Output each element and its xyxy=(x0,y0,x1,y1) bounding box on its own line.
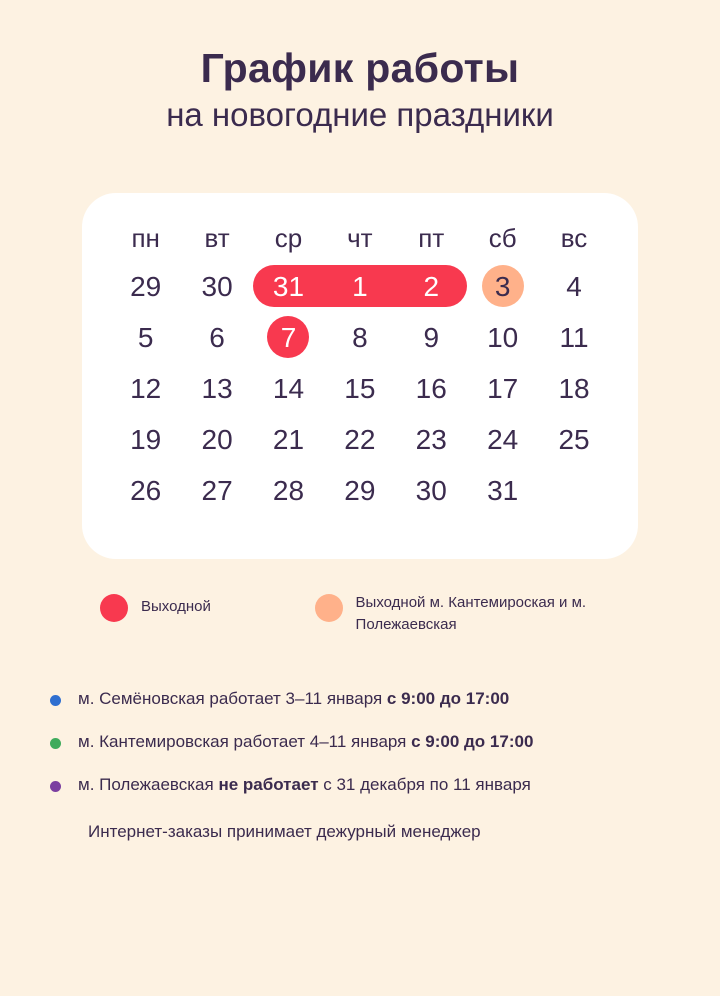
bullet-icon xyxy=(50,738,61,749)
day-cell-holiday[interactable]: 1 xyxy=(352,270,368,302)
day-cell[interactable]: 23 xyxy=(415,423,447,455)
day-cell[interactable]: 19 xyxy=(130,423,162,455)
weekday-sun: вс xyxy=(560,223,588,253)
footer-note: Интернет-заказы принимает дежурный менеджер xyxy=(88,822,481,841)
calendar-week-row xyxy=(110,465,610,516)
day-cell[interactable]: 17 xyxy=(487,372,519,404)
calendar-grid xyxy=(110,215,610,516)
legend-label: Выходной xyxy=(141,598,211,616)
weekday-thu: чт xyxy=(347,223,373,253)
weekday-wed: ср xyxy=(274,223,303,253)
red-circle-icon xyxy=(100,594,128,622)
day-cell-empty xyxy=(538,465,609,516)
title-line-2: на новогодние праздники xyxy=(166,96,554,134)
list-item xyxy=(50,731,690,753)
day-cell[interactable]: 16 xyxy=(415,372,447,404)
day-cell-holiday[interactable]: 2 xyxy=(423,270,440,302)
notes-list xyxy=(50,688,690,817)
day-cell[interactable]: 24 xyxy=(487,423,519,455)
day-cell[interactable]: 31 xyxy=(487,474,519,506)
legend-item-holiday xyxy=(100,592,315,622)
day-cell[interactable]: 25 xyxy=(558,423,590,455)
day-cell[interactable]: 29 xyxy=(130,270,162,302)
day-cell[interactable]: 30 xyxy=(415,474,447,506)
day-cell[interactable]: 9 xyxy=(423,321,440,353)
bullet-icon xyxy=(50,781,61,792)
legend-label: Выходной м. Кантемироская и м. Полежаевская xyxy=(355,594,587,633)
peach-circle-icon xyxy=(315,594,343,622)
weekday-tue: вт xyxy=(204,223,230,253)
day-cell[interactable]: 13 xyxy=(201,372,233,404)
calendar-week-row xyxy=(110,363,610,414)
day-cell[interactable]: 5 xyxy=(137,321,154,353)
calendar-week-row xyxy=(110,414,610,465)
day-cell[interactable]: 10 xyxy=(487,321,519,353)
note-text xyxy=(78,688,509,710)
day-cell[interactable]: 20 xyxy=(201,423,233,455)
day-cell[interactable]: 12 xyxy=(130,372,162,404)
day-cell[interactable]: 4 xyxy=(566,270,582,302)
day-cell[interactable]: 22 xyxy=(344,423,376,455)
calendar-weekday-header xyxy=(110,215,610,261)
note-text-before: м. Кантемировская работает 4–11 января xyxy=(78,732,412,752)
calendar-week-row xyxy=(110,261,610,312)
list-item xyxy=(50,774,690,796)
note-text-before: м. Полежаевская xyxy=(78,775,219,795)
weekday-mon: пн xyxy=(131,223,160,253)
weekday-sat: сб xyxy=(488,223,517,253)
title-line-1: График работы xyxy=(200,45,520,91)
weekday-fri: пт xyxy=(418,223,445,253)
day-cell[interactable]: 29 xyxy=(344,474,376,506)
calendar-week-row xyxy=(110,312,610,363)
day-cell[interactable]: 26 xyxy=(130,474,162,506)
note-text-before: м. Семёновская работает 3–11 января xyxy=(78,689,387,708)
day-cell[interactable]: 21 xyxy=(272,423,305,455)
calendar-card xyxy=(82,193,638,559)
day-cell[interactable]: 27 xyxy=(201,474,233,506)
note-text-bold: с 9:00 до 17:00 xyxy=(411,732,534,752)
note-text xyxy=(78,774,531,796)
day-cell-holiday[interactable]: 31 xyxy=(253,261,324,312)
legend-item-partial-holiday xyxy=(315,592,660,636)
day-cell[interactable]: 15 xyxy=(344,372,376,404)
day-cell-holiday[interactable]: 7 xyxy=(253,312,324,363)
note-text xyxy=(78,731,533,753)
page-title xyxy=(0,0,720,137)
note-text-bold: с 9:00 до 17:00 xyxy=(386,689,510,708)
day-cell[interactable]: 8 xyxy=(352,321,368,353)
day-cell[interactable]: 28 xyxy=(272,474,305,506)
list-item xyxy=(50,688,690,710)
note-text-bold: не работает xyxy=(218,775,319,795)
bullet-icon xyxy=(50,695,61,706)
day-cell[interactable]: 14 xyxy=(272,372,305,404)
day-cell[interactable]: 30 xyxy=(201,270,233,302)
note-text-after: с 31 декабря по 11 января xyxy=(318,775,531,795)
day-cell[interactable]: 6 xyxy=(209,321,225,353)
day-cell[interactable]: 18 xyxy=(558,372,590,404)
legend xyxy=(100,592,660,636)
day-cell[interactable]: 11 xyxy=(559,321,589,353)
day-cell-partial-holiday[interactable]: 3 xyxy=(467,261,538,312)
